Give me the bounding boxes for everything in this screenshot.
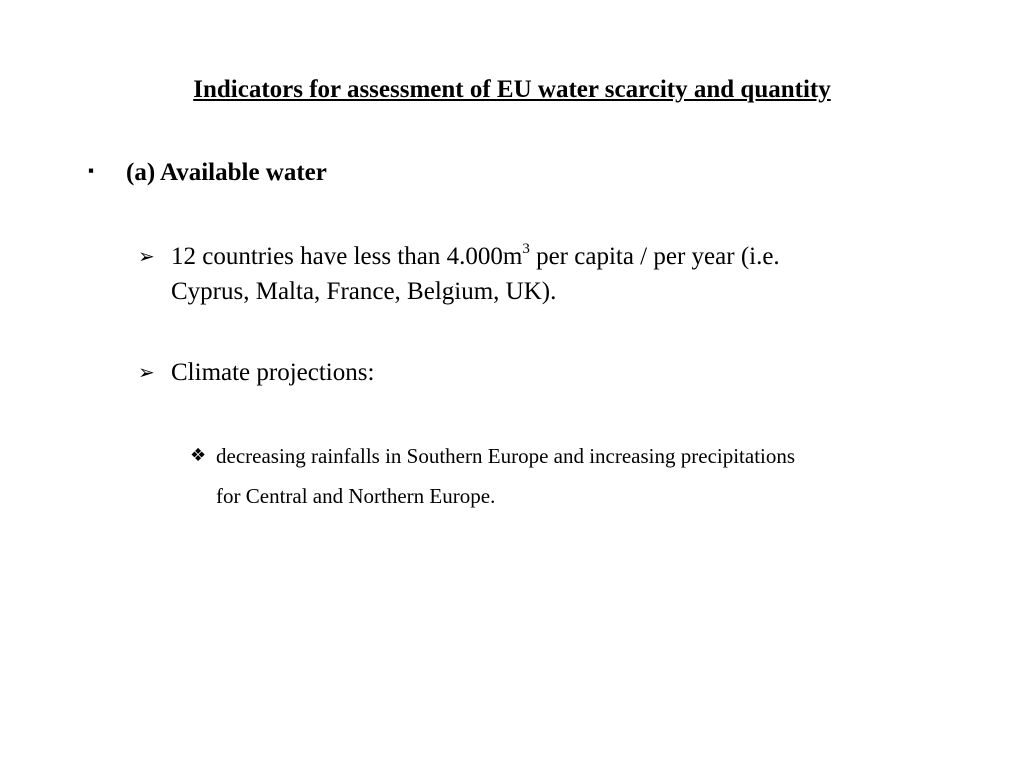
heading-text: (a) Available water [126,159,327,186]
superscript-exponent: 3 [522,240,530,257]
point-countries-text-main: 12 countries have less than 4.000m [171,243,523,270]
point-countries-text-rest: per capita / per year (i.e. [529,243,780,270]
point-climate-text: Climate projections: [171,359,375,386]
sub-point-rainfall-text [216,436,936,516]
sub-point-rainfall-line1: decreasing rainfalls in Southern Europe and increasing precipitations [216,444,796,468]
sub-point-rainfall-line2: for Central and Northern Europe. [216,484,496,508]
diamond-bullet-icon: ❖ [190,445,207,466]
point-countries-text [171,239,891,309]
square-bullet-icon: ▪ [88,161,95,180]
point-countries-text-line2: Cyprus, Malta, France, Belgium, UK). [171,278,557,305]
arrowhead-bullet-icon: ➢ [138,360,155,384]
arrowhead-bullet-icon: ➢ [138,244,155,268]
slide-title: Indicators for assessment of EU water scarcity and quantity [193,76,831,103]
